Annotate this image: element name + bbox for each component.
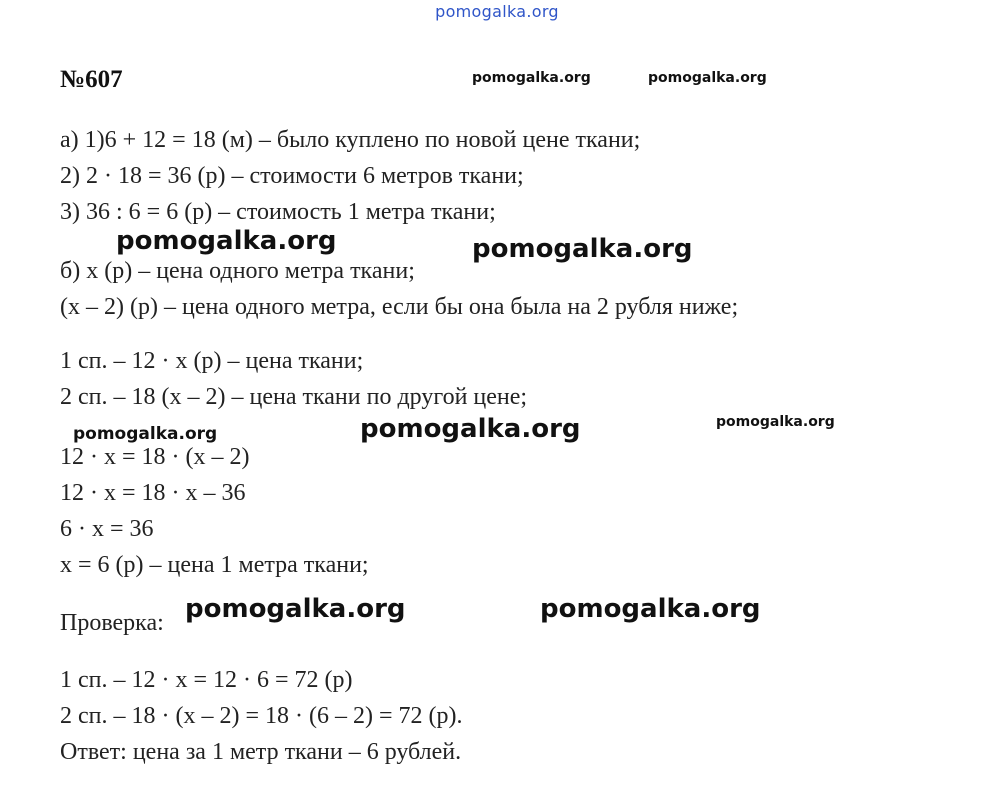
watermark: pomogalka.org bbox=[648, 70, 767, 86]
watermark: pomogalka.org bbox=[73, 424, 218, 444]
solution-line: (х – 2) (р) – цена одного метра, если бы она была на 2 рубля ниже; bbox=[60, 294, 739, 320]
equation-line: х = 6 (р) – цена 1 метра ткани; bbox=[60, 552, 369, 578]
watermark: pomogalka.org bbox=[185, 594, 406, 624]
watermark: pomogalka.org bbox=[716, 414, 835, 430]
watermark: pomogalka.org bbox=[116, 226, 337, 256]
equation-line: 12 · х = 18 · х – 36 bbox=[60, 480, 246, 506]
watermark: pomogalka.org bbox=[540, 594, 761, 624]
watermark: pomogalka.org bbox=[472, 234, 693, 264]
equation-line: 12 · х = 18 · (х – 2) bbox=[60, 444, 250, 470]
watermark: pomogalka.org bbox=[360, 414, 581, 444]
solution-line: а) 1)6 + 12 = 18 (м) – было куплено по новой цене ткани; bbox=[60, 127, 641, 153]
solution-line: 2 сп. – 18 (х – 2) – цена ткани по другой цене; bbox=[60, 384, 528, 410]
solution-line: 2) 2 · 18 = 36 (р) – стоимости 6 метров ткани; bbox=[60, 163, 524, 189]
check-heading: Проверка: bbox=[60, 610, 164, 636]
problem-number: №607 bbox=[60, 66, 123, 93]
solution-line: б) х (р) – цена одного метра ткани; bbox=[60, 258, 415, 284]
check-line: 2 сп. – 18 · (х – 2) = 18 · (6 – 2) = 72 (р). bbox=[60, 703, 463, 729]
solution-line: 1 сп. – 12 · х (р) – цена ткани; bbox=[60, 348, 364, 374]
site-link[interactable]: pomogalka.org bbox=[435, 2, 559, 21]
equation-line: 6 · х = 36 bbox=[60, 516, 154, 542]
answer-line: Ответ: цена за 1 метр ткани – 6 рублей. bbox=[60, 739, 462, 765]
solution-line: 3) 36 : 6 = 6 (р) – стоимость 1 метра ткани; bbox=[60, 199, 496, 225]
watermark: pomogalka.org bbox=[472, 70, 591, 86]
check-line: 1 сп. – 12 · х = 12 · 6 = 72 (р) bbox=[60, 667, 353, 693]
